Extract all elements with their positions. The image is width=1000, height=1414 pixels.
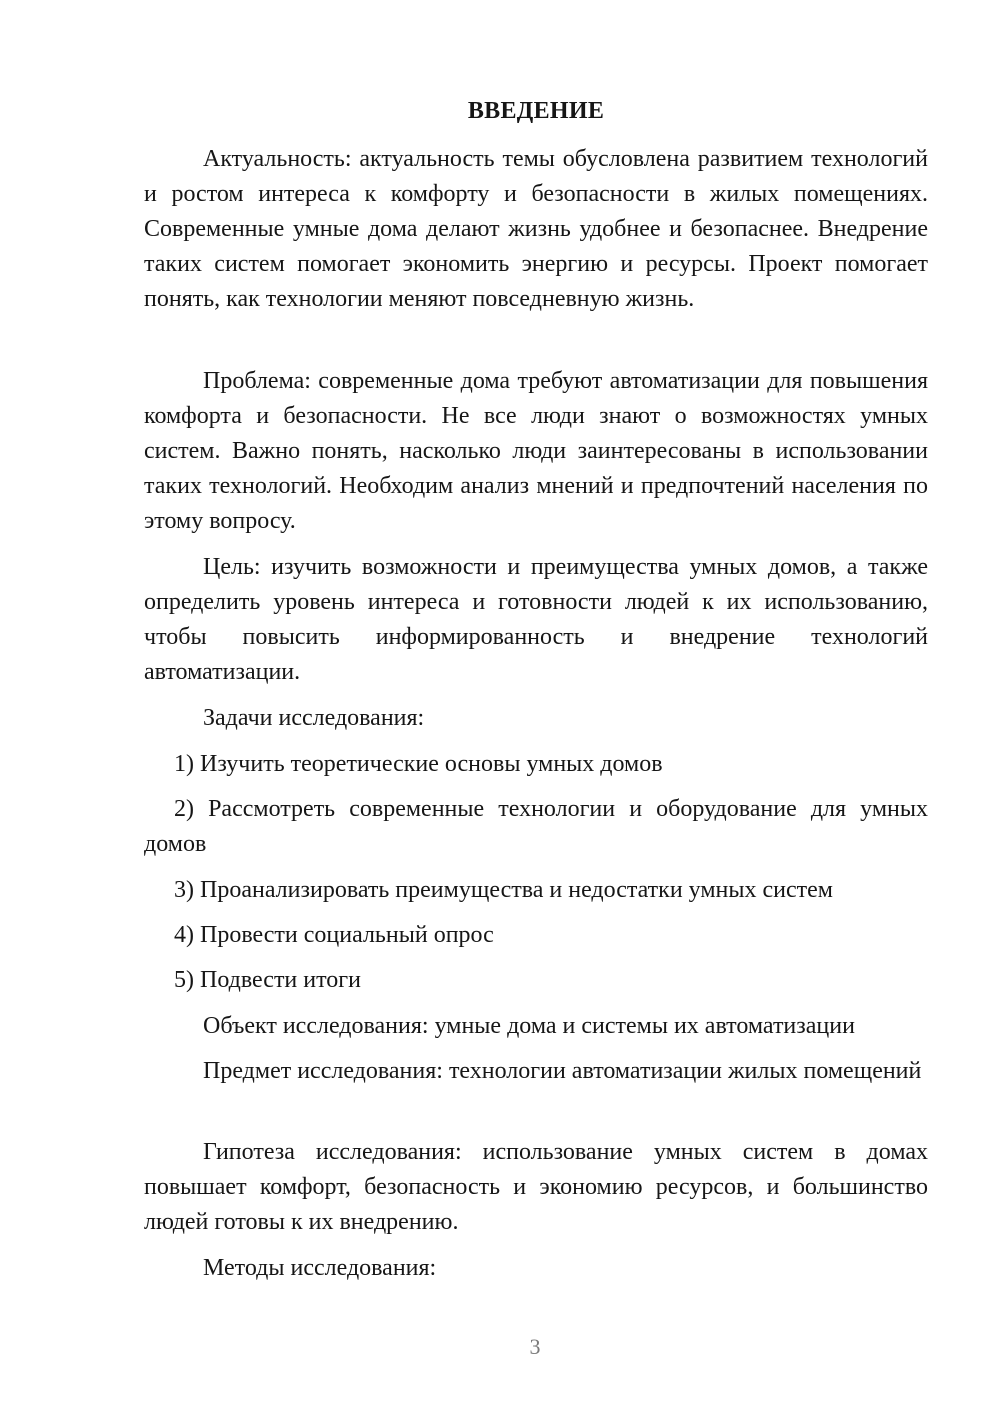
tasks-title: Задачи исследования: <box>203 705 425 731</box>
task-item-5: 5) Подвести итоги <box>174 967 361 993</box>
relevance-paragraph: Актуальность: актуальность темы обусловлена развитием технологий и ростом интереса к комфорту и безопасности в жилых помещениях. Современные умные дома делают жизнь удобнее и безопаснее. Внедрение таких систем помогает экономить энергию и ресурсы. Проект помогает понять, как технологии меняют повседневную жизнь. <box>144 146 928 312</box>
methods-title: Методы исследования: <box>203 1255 437 1281</box>
task-item-3: 3) Проанализировать преимущества и недостатки умных систем <box>174 877 833 903</box>
subject-paragraph: Предмет исследования: технологии автоматизации жилых помещений <box>203 1058 922 1084</box>
task-item-1: 1) Изучить теоретические основы умных домов <box>174 751 663 777</box>
goal-paragraph: Цель: изучить возможности и преимущества умных домов, а также определить уровень интереса и готовности людей к их использованию, чтобы повысить информированность и внедрение технологий автоматизации. <box>144 554 928 685</box>
task-item-4: 4) Провести социальный опрос <box>174 922 494 948</box>
page-number: 3 <box>529 1334 541 1359</box>
hypothesis-paragraph: Гипотеза исследования: использование умных систем в домах повышает комфорт, безопасность и экономию ресурсов, и большинство людей готовы к их внедрению. <box>144 1139 928 1235</box>
problem-paragraph: Проблема: современные дома требуют автоматизации для повышения комфорта и безопасности. Не все люди знают о возможностях умных систем. Важно понять, насколько люди заинтересованы в использовании таких технологий. Необходим анализ мнений и предпочтений населения по этому вопросу. <box>144 368 928 534</box>
task-item-2: 2) Рассмотреть современные технологии и оборудование для умных домов <box>144 796 928 857</box>
section-heading: ВВЕДЕНИЕ <box>467 98 605 124</box>
object-paragraph: Объект исследования: умные дома и системы их автоматизации <box>203 1013 855 1039</box>
